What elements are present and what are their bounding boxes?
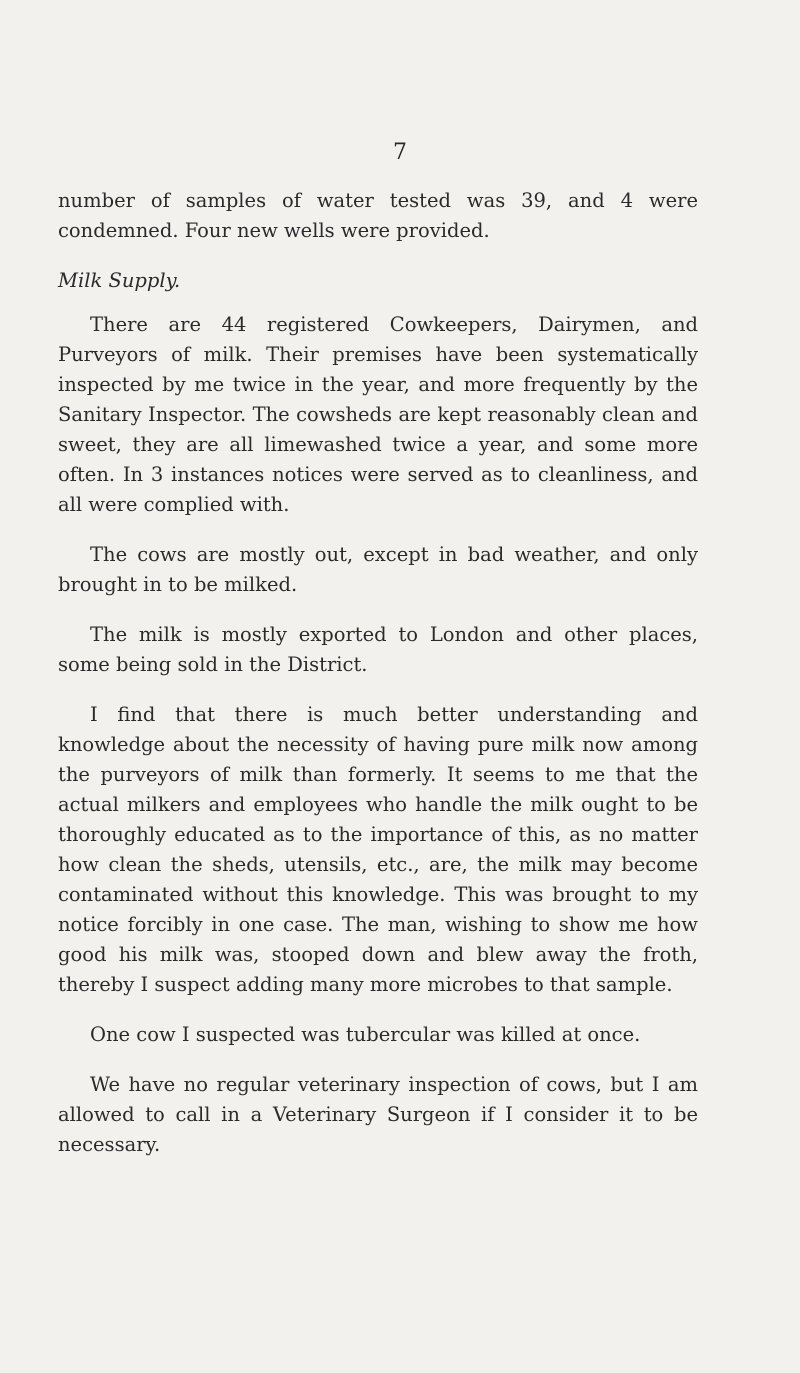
paragraph-cowkeepers: There are 44 registered Cowkeepers, Dairymen, and Purveyors of milk. Their premises have been systematically inspected by me twice in the year, and more frequently by the Sanitary Inspector. The cowsheds are kept reasonably clean and sweet, they are all limewashed twice a year, and some more often. In 3 instances notices were served as to cleanliness, and all were complied with. (58, 313, 698, 516)
section-heading-milk-supply: Milk Supply. (58, 269, 181, 292)
paragraph-milkers-education: I find that there is much better understanding and knowledge about the necessity of having pure milk now among the purveyors of milk than formerly. It seems to me that the actual milkers and employees who handle the milk ought to be thoroughly educated as to the importance of this, as no matter how clean the sheds, utensils, etc., are, the milk may become contaminated without this knowledge. This was brought to my notice forcibly in one case. The man, wishing to show me how good his milk was, stooped down and blew away the froth, thereby I suspect adding many more microbes to that sample. (58, 703, 698, 996)
paragraph-veterinary-inspection: We have no regular veterinary inspection of cows, but I am allowed to call in a Veterinary Surgeon if I consider it to be necessary. (58, 1073, 698, 1156)
paragraph-milk-exported: The milk is mostly exported to London and other places, some being sold in the District. (58, 623, 698, 676)
page-number: 7 (393, 140, 407, 165)
page-body (58, 186, 698, 1160)
paragraph-water-samples: number of samples of water tested was 39, and 4 were condemned. Four new wells were provided. (58, 189, 698, 242)
paragraph-tubercular-cow: One cow I suspected was tubercular was killed at once. (90, 1023, 641, 1046)
paragraph-cows-out: The cows are mostly out, except in bad weather, and only brought in to be milked. (58, 543, 698, 596)
